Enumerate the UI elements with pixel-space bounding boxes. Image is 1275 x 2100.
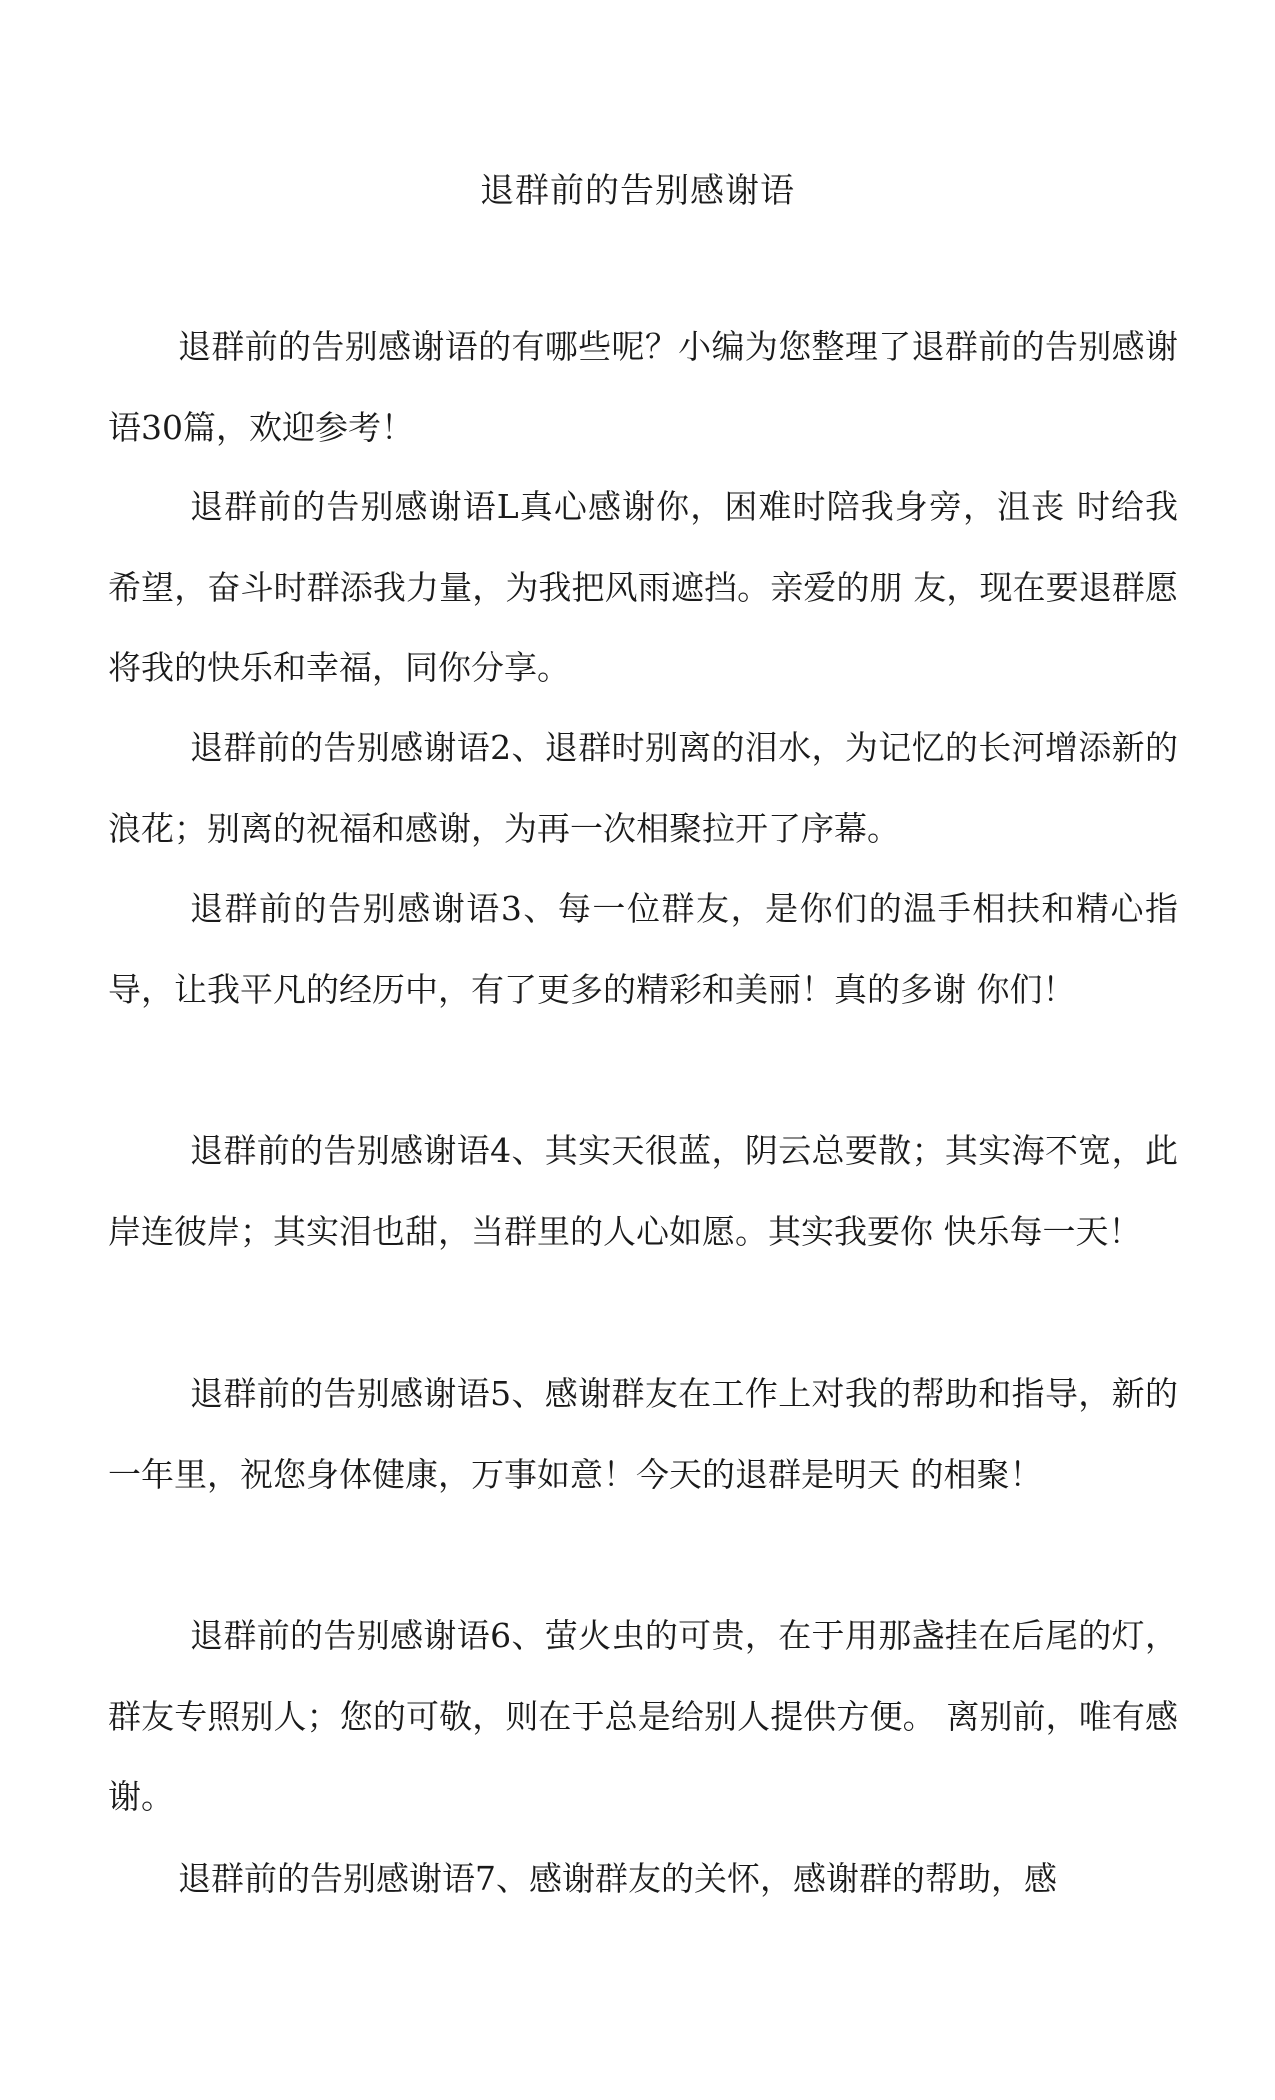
paragraph-1: 退群前的告别感谢语L真心感谢你，困难时陪我身旁，沮丧 时给我希望，奋斗时群添我力量，为我把风雨遮挡。亲爱的朋 友，现在要退群愿将我的快乐和幸福，同你分享。 [108,487,1178,687]
paragraph-7: 退群前的告别感谢语7、感谢群友的关怀，感谢群的帮助，感 [178,1859,1057,1898]
paragraph-2: 退群前的告别感谢语2、退群时别离的泪水，为记忆的长河增添新的浪花；别离的祝福和感谢，为再一次相聚拉开了序幕。 [108,728,1178,848]
document-title: 退群前的告别感谢语 [480,171,795,211]
paragraph-6: 退群前的告别感谢语6、萤火虫的可贵，在于用那盏挂在后尾的灯，群友专照别人；您的可敬，则在于总是给别人提供方便。 离别前，唯有感谢。 [108,1616,1178,1816]
paragraph-3: 退群前的告别感谢语3、每一位群友，是你们的温手相扶和精心指导，让我平凡的经历中，有了更多的精彩和美丽！真的多谢 你们！ [108,889,1178,1009]
paragraph-intro: 退群前的告别感谢语的有哪些呢？小编为您整理了退群前的告别感谢语30篇，欢迎参考！ [108,327,1178,447]
paragraph-4: 退群前的告别感谢语4、其实天很蓝，阴云总要散；其实海不宽，此岸连彼岸；其实泪也甜，当群里的人心如愿。其实我要你 快乐每一天！ [108,1131,1178,1251]
paragraph-5: 退群前的告别感谢语5、感谢群友在工作上对我的帮助和指导，新的一年里，祝您身体健康，万事如意！今天的退群是明天 的相聚！ [108,1374,1178,1494]
